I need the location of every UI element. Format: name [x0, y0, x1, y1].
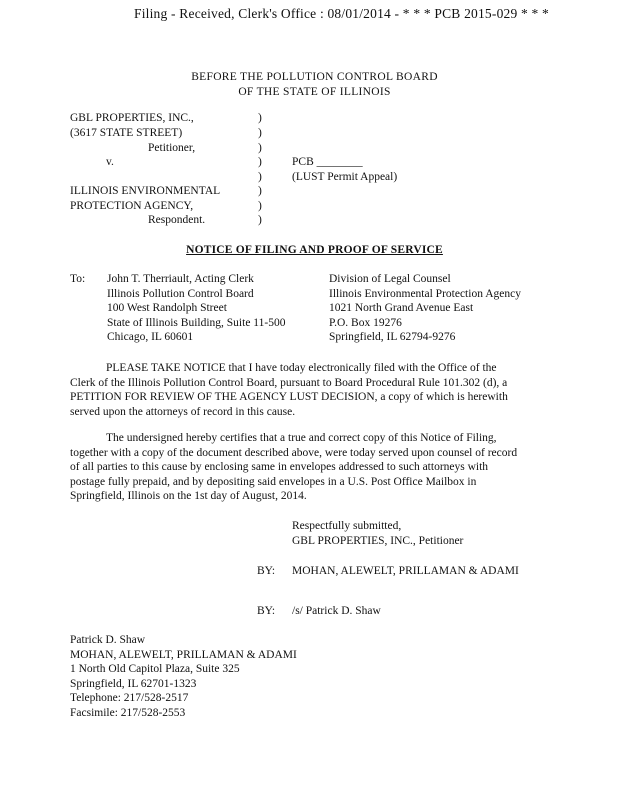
paragraph-line: of all parties to this cause by enclosing same in envelopes addressed to such attorneys with [70, 461, 489, 473]
attorney-line: MOHAN, ALEWELT, PRILLAMAN & ADAMI [70, 648, 297, 661]
attorney-line: Facsimile: 217/528-2553 [70, 706, 186, 719]
respondent-line1: ILLINOIS ENVIRONMENTAL [70, 185, 221, 197]
address-line: Illinois Environmental Protection Agency [329, 287, 521, 300]
paragraph-line: The undersigned hereby certifies that a true and correct copy of this Notice of Filing, [106, 432, 497, 444]
address-line: Illinois Pollution Control Board [107, 287, 254, 300]
petitioner-address: (3617 STATE STREET) [70, 127, 183, 139]
signature: /s/ Patrick D. Shaw [292, 605, 381, 617]
notice-paragraph [70, 361, 508, 419]
by-label: BY: [257, 565, 276, 577]
caption-paren: ) [258, 200, 262, 212]
recipient-right [329, 272, 521, 345]
caption-paren: ) [258, 127, 262, 139]
address-line: 100 West Randolph Street [107, 302, 227, 314]
caption-paren: ) [258, 142, 262, 154]
closing-line2: GBL PROPERTIES, INC., Petitioner [292, 535, 464, 547]
attorney-block [70, 633, 297, 720]
caption-paren: ) [258, 112, 262, 124]
certificate-paragraph [70, 431, 517, 504]
caption-paren: ) [258, 156, 262, 168]
closing-line1: Respectfully submitted, [292, 520, 402, 532]
paragraph-line: Springfield, Illinois on the 1st day of August, 2014. [70, 490, 307, 502]
attorney-line: Patrick D. Shaw [70, 634, 146, 646]
caption-paren: ) [258, 171, 262, 183]
board-heading-line1: BEFORE THE POLLUTION CONTROL BOARD [191, 71, 438, 83]
attorney-line: Telephone: 217/528-2517 [70, 692, 189, 704]
paragraph-line: PETITION FOR REVIEW OF THE AGENCY LUST DECISION, a copy of which is herewith [70, 391, 508, 403]
respondent-line2: PROTECTION AGENCY, [70, 200, 194, 212]
filing-stamp: Filing - Received, Clerk's Office : 08/01/2014 - * * * PCB 2015-029 * * * [134, 6, 549, 21]
versus: v. [106, 156, 114, 168]
pcb-blank: ________ [316, 156, 363, 168]
respondent-role: Respondent. [148, 214, 206, 226]
attorney-line: 1 North Old Capitol Plaza, Suite 325 [70, 663, 240, 675]
by-label: BY: [257, 605, 276, 617]
address-line: State of Illinois Building, Suite 11-500 [107, 316, 286, 329]
paragraph-line: served upon the attorneys of record in this cause. [70, 405, 296, 418]
caption-paren: ) [258, 214, 262, 226]
document-title: NOTICE OF FILING AND PROOF OF SERVICE [186, 244, 443, 256]
board-heading [0, 70, 629, 100]
address-line: P.O. Box 19276 [329, 316, 402, 329]
caption-paren: ) [258, 185, 262, 197]
address-line: Springfield, IL 62794-9276 [329, 331, 456, 343]
board-heading-line2: OF THE STATE OF ILLINOIS [238, 86, 391, 98]
firm-signature: MOHAN, ALEWELT, PRILLAMAN & ADAMI [292, 565, 519, 577]
address-line: Division of Legal Counsel [329, 273, 451, 285]
paragraph-line: Clerk of the Illinois Pollution Control Board, pursuant to Board Procedural Rule 101.302 (d), a [70, 376, 508, 389]
petitioner-role: Petitioner, [148, 142, 196, 154]
paragraph-line: together with a copy of the document described above, were today served upon counsel of record [70, 446, 518, 459]
recipient-left [107, 272, 285, 345]
paragraph-line: postage fully prepaid, and by depositing said envelopes in a U.S. Post Office Mailbox in [70, 475, 477, 488]
paragraph-line: PLEASE TAKE NOTICE that I have today electronically filed with the Office of the [106, 362, 497, 374]
address-line: 1021 North Grand Avenue East [329, 302, 474, 314]
petitioner-name: GBL PROPERTIES, INC., [70, 112, 194, 124]
to-label: To: [70, 273, 86, 285]
address-line: Chicago, IL 60601 [107, 331, 194, 343]
attorney-line: Springfield, IL 62701-1323 [70, 677, 197, 690]
pcb-label: PCB [292, 156, 314, 168]
pcb-number [292, 156, 363, 169]
case-type: (LUST Permit Appeal) [292, 171, 398, 183]
address-line: John T. Therriault, Acting Clerk [107, 273, 254, 285]
